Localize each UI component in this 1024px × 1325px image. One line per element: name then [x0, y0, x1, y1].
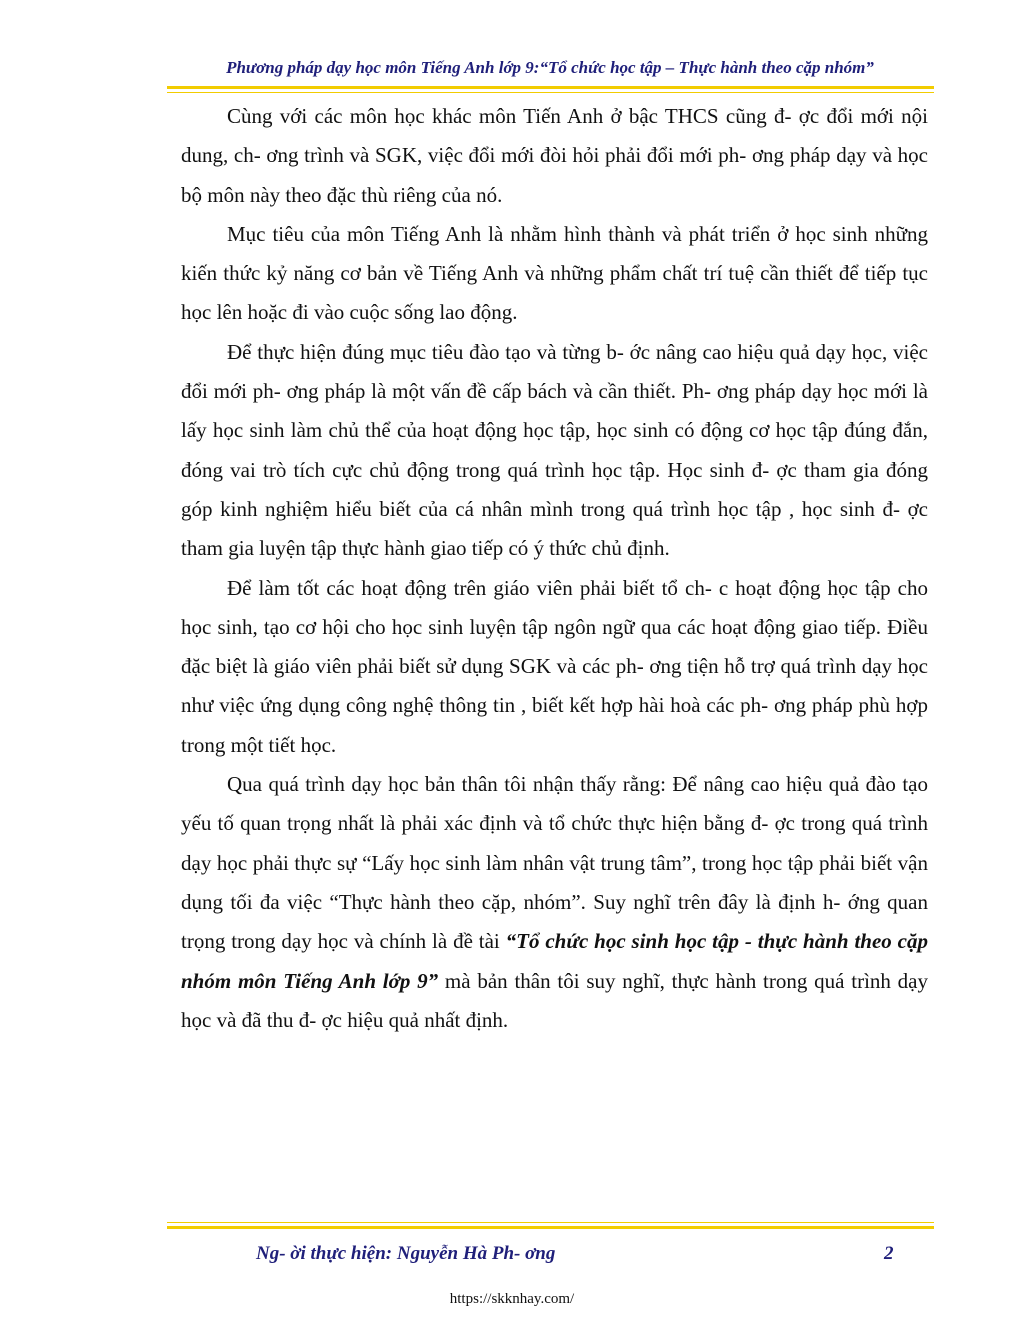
- paragraph-1: Cùng với các môn học khác môn Tiến Anh ở bậc THCS cũng đ- ợc đổi mới nội dung, ch- ơng trình và SGK, việc đổi mới đòi hỏi phải đổi mới ph- ơng pháp dạy và học bộ môn này theo đặc thù riêng của nó.: [181, 104, 928, 207]
- paragraph-5: [181, 765, 928, 1040]
- paragraph-5-text-end: mà bản thân tôi suy nghĩ, thực hành trong quá trình dạy học và đã thu đ- ợc hiệu quả nhất định.: [181, 968, 929, 1032]
- header-rule-thick: [167, 86, 934, 89]
- footer-rule-thick: [167, 1226, 934, 1229]
- footer-author: Ng- ời thực hiện: Nguyễn Hà Ph- ơng: [256, 1243, 556, 1264]
- page-number: 2: [884, 1243, 894, 1264]
- paragraph-5-text-start: Qua quá trình dạy học bản thân tôi nhận thấy rằng: Để nâng cao hiệu quả đào tạo yếu tố quan trọng nhất là phải xác định và tổ chức thực hiện bằng đ- ợc trong quá trình dạy học phải thực sự “Lấy học sinh làm nhân vật trung tâm”, trong học tập phải biết vận dụng tối đa việc “Thực hành theo cặp, nhóm”. Suy nghĩ trên đây là định h- ớng quan trọng trong dạy học và chính là đề tài: [181, 772, 928, 954]
- header-rule-thin: [167, 92, 934, 93]
- topic-title-emphasis: “Tổ chức học sinh học tập - thực hành theo cặp nhóm môn Tiếng Anh lớp 9”: [181, 929, 928, 993]
- document-body: [181, 97, 928, 1040]
- footer-rule-thin: [167, 1222, 934, 1223]
- page-header-title: Phương pháp dạy học môn Tiếng Anh lớp 9:“Tổ chức học tập – Thực hành theo cặp nhóm”: [226, 58, 874, 77]
- paragraph-4: Để làm tốt các hoạt động trên giáo viên phải biết tổ ch- c hoạt động học tập cho học sinh, tạo cơ hội cho học sinh luyện tập ngôn ngữ qua các hoạt động giao tiếp. Điều đặc biệt là giáo viên phải biết sử dụng SGK và các ph- ơng tiện hỗ trợ quá trình dạy học như việc ứng dụng công nghệ thông tin , biết kết hợp hài hoà các ph- ơng pháp phù hợp trong một tiết học.: [181, 575, 928, 757]
- paragraph-2: Mục tiêu của môn Tiếng Anh là nhằm hình thành và phát triển ở học sinh những kiến thức kỷ năng cơ bản về Tiếng Anh và những phẩm chất trí tuệ cần thiết để tiếp tục học lên hoặc đi vào cuộc sống lao động.: [181, 221, 928, 325]
- source-url[interactable]: https://skknhay.com/: [449, 1291, 575, 1307]
- paragraph-3: Để thực hiện đúng mục tiêu đào tạo và từng b- ớc nâng cao hiệu quả dạy học, việc đổi mới ph- ơng pháp là một vấn đề cấp bách và cần thiết. Ph- ơng pháp dạy học mới là lấy học sinh làm chủ thể của hoạt động học tập, học sinh có động cơ học tập đúng đắn, đóng vai trò tích cực chủ động trong quá trình học tập. Học sinh đ- ợc tham gia đóng góp kinh nghiệm hiểu biết của cá nhân mình trong quá trình học tập , học sinh đ- ợc tham gia luyện tập thực hành giao tiếp có ý thức chủ định.: [181, 339, 928, 561]
